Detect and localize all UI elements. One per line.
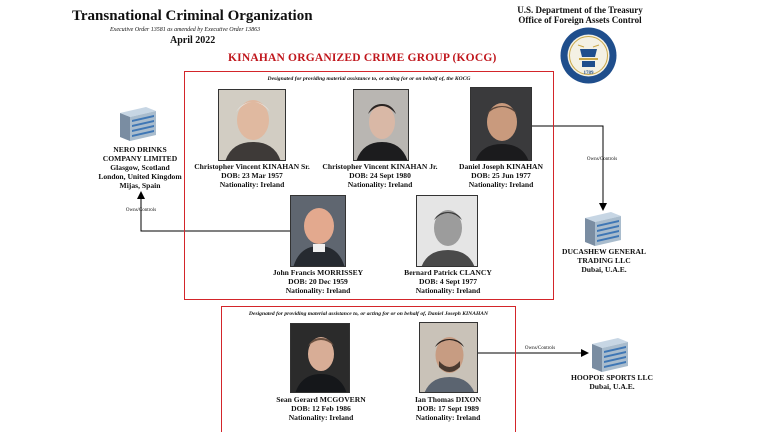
person-caption-dixon (378, 395, 518, 422)
entity-line: Dubai, U.A.E. (589, 382, 635, 391)
person-nationality: Nationality: Ireland (415, 413, 481, 422)
owns-controls-label-ducashew: Owns/Controls (586, 157, 618, 162)
person-name: Christopher Vincent KINAHAN Jr. (322, 162, 438, 171)
entity-line: Mijas, Spain (119, 181, 161, 190)
entity-line: DUCASHEW GENERAL (561, 247, 647, 256)
person-nationality: Nationality: Ireland (347, 180, 413, 189)
person-nationality: Nationality: Ireland (468, 180, 534, 189)
person-photo-kinahan-jr (353, 89, 409, 161)
person-nationality: Nationality: Ireland (219, 180, 285, 189)
entity-hoopoe (564, 373, 660, 391)
publication-date: April 2022 (170, 35, 216, 46)
page-title: Transnational Criminal Organization (72, 8, 313, 24)
person-dob: DOB: 12 Feb 1986 (291, 404, 351, 413)
kocg-designation-text: Designated for providing material assistance to, or acting for or on behalf of, the KOCG (267, 76, 471, 82)
person-caption-mcgovern (246, 395, 396, 422)
person-caption-morrissey (248, 268, 388, 295)
person-name: Sean Gerard MCGOVERN (276, 395, 366, 404)
person-photo-kinahan-sr (218, 89, 286, 161)
person-name: Daniel Joseph KINAHAN (459, 162, 543, 171)
entity-line: COMPANY LIMITED (102, 154, 178, 163)
entity-line: TRADING LLC (577, 256, 631, 265)
person-caption-daniel-kinahan (432, 162, 570, 189)
person-name: Bernard Patrick CLANCY (404, 268, 492, 277)
arrowhead-nero (137, 191, 145, 199)
person-photo-mcgovern (290, 323, 350, 393)
person-name: Christopher Vincent KINAHAN Sr. (194, 162, 310, 171)
person-photo-dixon (419, 322, 478, 393)
building-icon (590, 334, 630, 374)
entity-line: London, United Kingdom (98, 172, 182, 181)
person-name: John Francis MORRISSEY (272, 268, 364, 277)
daniel-kinahan-designation-text: Designated for providing material assistance to, or acting for or on behalf of, Daniel Joseph KINAHAN (248, 311, 489, 317)
entity-ducashew (552, 247, 656, 274)
person-nationality: Nationality: Ireland (415, 286, 481, 295)
executive-order-subtitle: Executive Order 13581 as amended by Executive Order 13863 (110, 27, 261, 33)
person-photo-daniel-kinahan (470, 87, 532, 161)
agency-line-1: U.S. Department of the Treasury (517, 5, 643, 15)
building-icon (583, 208, 623, 248)
entity-line: Glasgow, Scotland (110, 163, 170, 172)
arrowhead-hoopoe (581, 349, 589, 357)
agency-line-2: Office of Foreign Assets Control (518, 15, 642, 25)
person-dob: DOB: 24 Sept 1980 (349, 171, 411, 180)
owns-controls-label-nero: Owns/Controls (125, 208, 157, 213)
entity-line: Dubai, U.A.E. (581, 265, 627, 274)
person-nationality: Nationality: Ireland (285, 286, 351, 295)
person-dob: DOB: 17 Sept 1989 (417, 404, 479, 413)
person-photo-morrissey (290, 195, 346, 267)
entity-nero-drinks (85, 145, 195, 190)
building-icon (118, 103, 158, 143)
person-dob: DOB: 20 Dec 1959 (288, 277, 348, 286)
person-name: Ian Thomas DIXON (414, 395, 482, 404)
entity-line: HOOPOE SPORTS LLC (570, 373, 653, 382)
person-nationality: Nationality: Ireland (288, 413, 354, 422)
person-dob: DOB: 4 Sept 1977 (418, 277, 477, 286)
person-dob: DOB: 25 Jun 1977 (471, 171, 531, 180)
person-photo-clancy (416, 195, 478, 267)
group-title: KINAHAN ORGANIZED CRIME GROUP (KOCG) (228, 52, 497, 64)
person-caption-clancy (378, 268, 518, 295)
entity-line: NERO DRINKS (113, 145, 167, 154)
person-dob: DOB: 23 Mar 1957 (221, 171, 283, 180)
seal-year: 1789 (583, 71, 594, 76)
owns-controls-label-hoopoe: Owns/Controls (524, 346, 556, 351)
